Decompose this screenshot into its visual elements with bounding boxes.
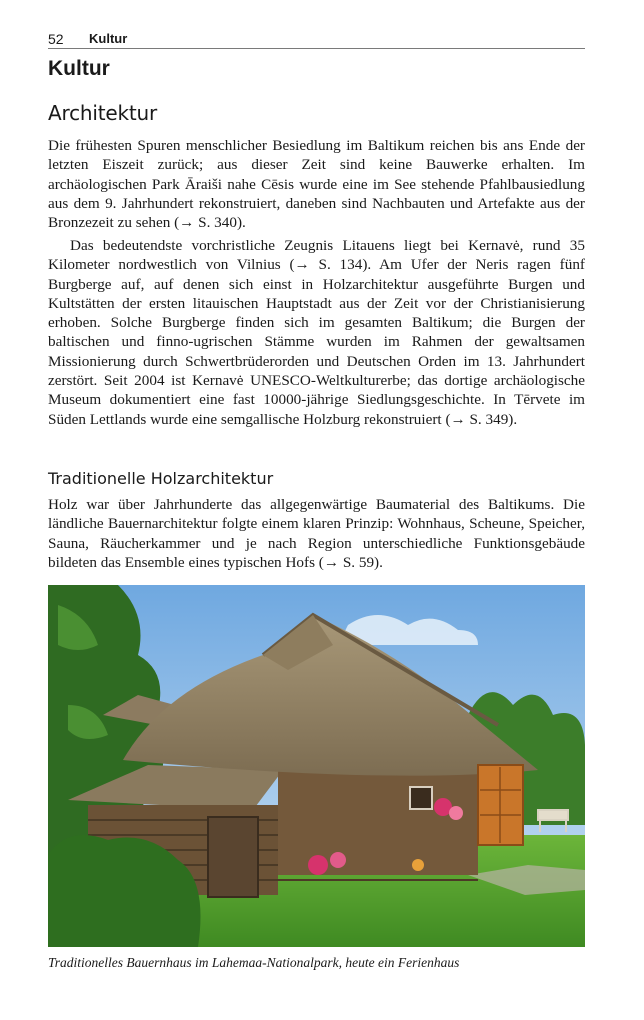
chapter-title: Kultur xyxy=(48,57,110,80)
paragraph-kernave: Das bedeutendste vorchristliche Zeugnis Litauens liegt bei Kernavė, rund 35 Kilometer nordwestlich von Vilnius (→ S. 134). Am Ufer der Neris ragen fünf Burgberge auf, auf denen sich einst in Holzarchitektur ausgeführte Burgen und Kultstätten der ersten litauischen Hauptstadt aus der Zeit vor der Christianisierung erhoben. Solche Burgberge finden sich im gesamten Baltikum; die Burgen der baltischen und finno-ugrischen Stämme wurden im Rahmen der gewaltsamen Missionierung durch Schwertbrüderorden und Deutschen Orden im 13. Jahrhundert zerstört. Seit 2004 ist Kernavė UNESCO-Weltkulturerbe; das dortige archäologische Museum dokumentiert eine fast 10000-jährige Siedlungsgeschichte. In Tērvete im Süden Lettlands wurde eine semgallische Holzburg rekonstruiert (→ S. 349). xyxy=(48,237,585,428)
flowers-2 xyxy=(330,852,346,868)
log-wall-main xyxy=(278,765,478,875)
paragraph-earliest-traces: Die frühesten Spuren menschlicher Besiedlung im Baltikum reichen bis ans Ende der letzten Eiszeit zurück; aus dieser Zeit sind keine Bauwerke erhalten. Im archäologischen Park Āraiši nahe Cēsis wurde eine im See stehende Pfahlbausiedlung aus dem 9. Jahrhundert rekonstruiert, daneben sind Nachbauten und Artefakte aus der Bronzezeit zu sehen (→ S. 340). xyxy=(48,137,585,232)
page-number: 52 xyxy=(48,31,64,47)
farmhouse-illustration xyxy=(48,585,585,947)
flowers-1 xyxy=(308,855,328,875)
window xyxy=(410,787,432,809)
flowers-4 xyxy=(449,806,463,820)
running-head xyxy=(48,30,585,49)
running-title: Kultur xyxy=(89,31,128,46)
barn-door xyxy=(208,817,258,897)
section-title: Architektur xyxy=(48,101,157,125)
paragraph-wood-architecture: Holz war über Jahrhunderte das allgegenwärtige Baumaterial des Baltikums. Die ländliche Bauernarchitektur folgte einem klaren Prinzip: Wohnhaus, Scheune, Speicher, Sauna, Räucherkammer und je nach Region unterschiedliche Funktionsgebäude bildeten das Ensemble eines typischen Hofs (→ S. 59). xyxy=(48,496,585,571)
farmhouse-photo xyxy=(48,585,585,947)
flowers-5 xyxy=(412,859,424,871)
subsection-title: Traditionelle Holzarchitektur xyxy=(48,469,274,488)
figure-caption: Traditionelles Bauernhaus im Lahemaa-Nationalpark, heute ein Ferienhaus xyxy=(48,955,460,970)
